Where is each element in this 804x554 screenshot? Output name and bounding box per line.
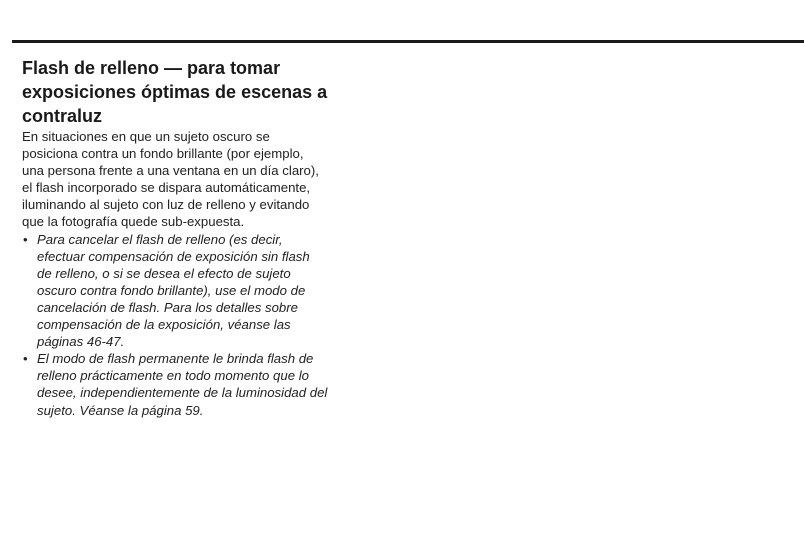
heading-line: contraluz: [22, 106, 103, 126]
bullet-line: oscuro contra fondo brillante), use el modo de: [37, 282, 306, 298]
bullet-item: [22, 350, 412, 418]
bullet-line: cancelación de flash. Para los detalles sobre: [37, 299, 298, 315]
bullet-dot-icon: •: [23, 351, 28, 367]
bullet-line: desee, independientemente de la luminosidad del: [37, 385, 328, 401]
bullet-dot-icon: •: [23, 231, 28, 247]
body-line: En situaciones en que un sujeto oscuro se: [22, 129, 270, 144]
bullet-line: sujeto. Véanse la página 59.: [37, 402, 204, 418]
bullet-line: compensación de la exposición, véanse las: [37, 317, 291, 333]
heading-line: Flash de relleno — para tomar: [22, 58, 281, 78]
bullet-line: páginas 46-47.: [37, 334, 125, 350]
body-line: que la fotografía quede sub-expuesta.: [22, 214, 245, 230]
body-line: iluminando al sujeto con luz de relleno y evitando: [22, 197, 310, 213]
body-paragraph: [22, 128, 412, 231]
body-line: posiciona contra un fondo brillante (por ejemplo,: [22, 146, 304, 162]
body-line: una persona frente a una ventana en un día claro),: [22, 163, 319, 179]
bullet-line: Para cancelar el flash de relleno (es decir,: [37, 231, 283, 247]
bullet-line: El modo de flash permanente le brinda flash de: [37, 351, 314, 367]
bullet-line: relleno prácticamente en todo momento que lo: [37, 368, 309, 384]
body-line: el flash incorporado se dispara automáticamente,: [22, 180, 311, 196]
section-heading: [22, 56, 412, 128]
notes-bullet-list: [22, 231, 412, 419]
bullet-line: efectuar compensación de exposición sin flash: [37, 248, 310, 264]
fill-flash-section: [22, 56, 412, 419]
bullet-item: [22, 231, 412, 351]
heading-line: exposiciones óptimas de escenas a: [22, 82, 328, 102]
top-divider-rule: [12, 40, 804, 43]
bullet-line: de relleno, o si se desea el efecto de sujeto: [37, 265, 291, 281]
